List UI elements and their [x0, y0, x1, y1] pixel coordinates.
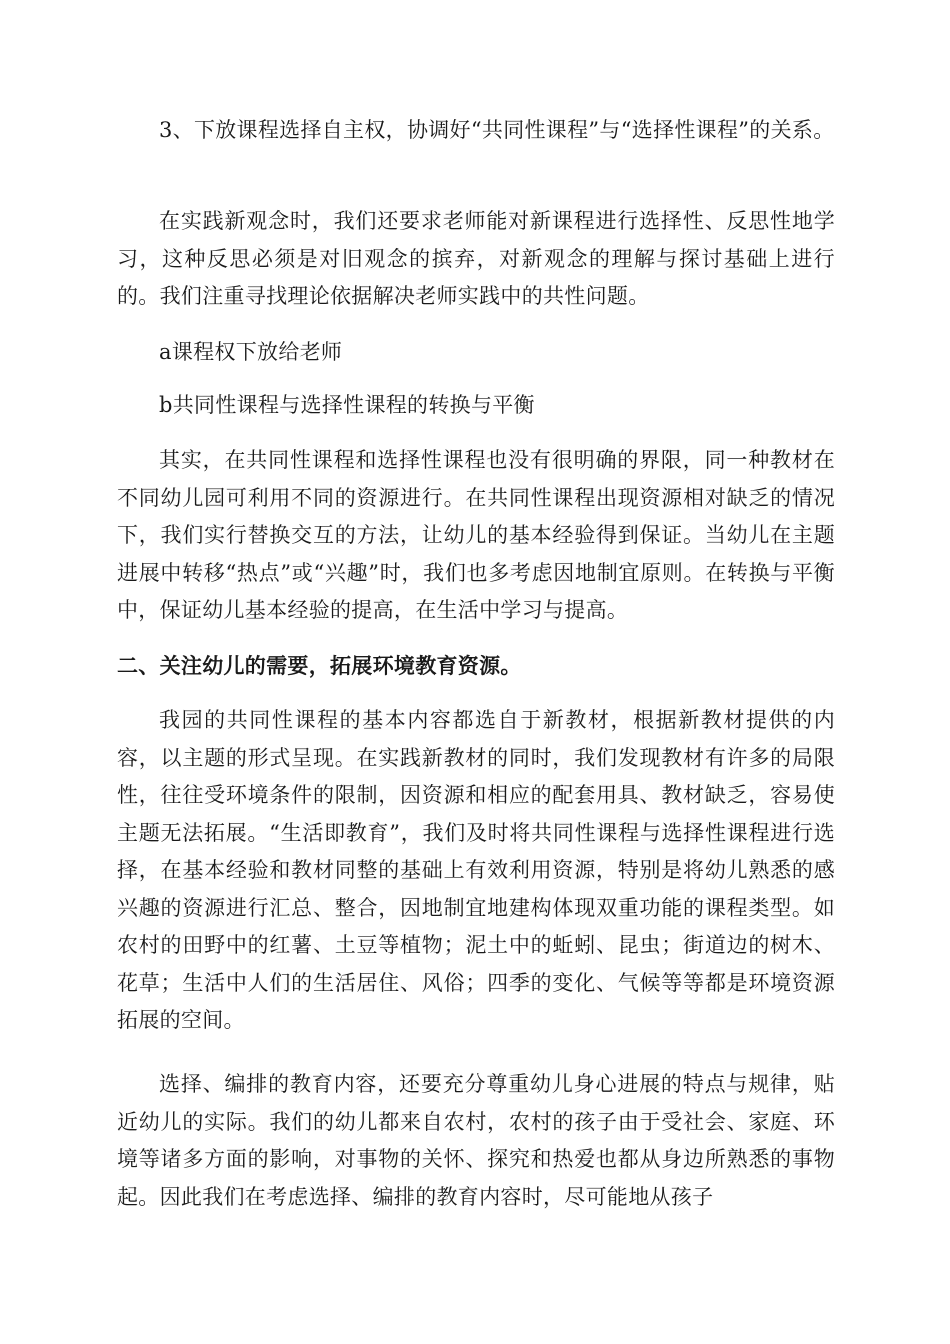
section-heading-2: 二、关注幼儿的需要，拓展环境教育资源。 — [117, 653, 522, 678]
list-item-a: a课程权下放给老师 — [159, 340, 343, 364]
paragraph-common-course: 我园的共同性课程的基本内容都选自于新教材，根据新教材提供的内容，以主题的形式呈现。在实践新教材的同时，我们发现教材有许多的局限性，往往受环境条件的限制，因资源和相应的配套用具、教材缺乏，容易使主题无法拓展。“生活即教育”，我们及时将共同性课程与选择性课程进行选择，在基本经验和教材同整的基础上有效利用资源，特别是将幼儿熟悉的感兴趣的资源进行汇总、整合，因地制宜地建构体现双重功能的课程类型。如农村的田野中的红薯、土豆等植物；泥土中的蚯蚓、昆虫；街道边的树木、花草；生活中人们的生活居住、风俗；四季的变化、气候等等都是环境资源拓展的空间。 — [117, 708, 835, 1032]
paragraph-section-3-title: 3、下放课程选择自主权，协调好“共同性课程”与“选择性课程”的关系。 — [159, 118, 835, 142]
list-item-b: b共同性课程与选择性课程的转换与平衡 — [159, 393, 535, 417]
paragraph-new-concept: 在实践新观念时，我们还要求老师能对新课程进行选择性、反思性地学习，这种反思必须是对旧观念的摈弃，对新观念的理解与探讨基础上进行的。我们注重寻找理论依据解决老师实践中的共性问题。 — [117, 209, 835, 308]
paragraph-boundary: 其实，在共同性课程和选择性课程也没有很明确的界限，同一种教材在不同幼儿园可利用不同的资源进行。在共同性课程出现资源相对缺乏的情况下，我们实行替换交互的方法，让幼儿的基本经验得到保证。当幼儿在主题进展中转移“热点”或“兴趣”时，我们也多考虑因地制宜原则。在转换与平衡中，保证幼儿基本经验的提高，在生活中学习与提高。 — [117, 448, 835, 622]
paragraph-content-selection: 选择、编排的教育内容，还要充分尊重幼儿身心进展的特点与规律，贴近幼儿的实际。我们的幼儿都来自农村，农村的孩子由于受社会、家庭、环境等诸多方面的影响，对事物的关怀、探究和热爱也都从身边所熟悉的事物起。因此我们在考虑选择、编排的教育内容时，尽可能地从孩子 — [117, 1072, 835, 1209]
